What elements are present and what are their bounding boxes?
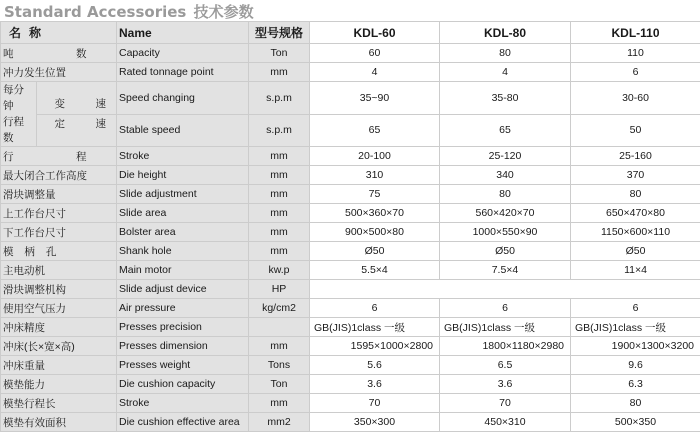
row-label-en: Stroke (117, 147, 249, 166)
row-value: 30-60 (571, 82, 700, 115)
row-value: 50 (571, 114, 700, 147)
row-label-en: Die cushion effective area (117, 413, 249, 432)
row-value: 900×500×80 (310, 223, 440, 242)
row-value: 6 (310, 299, 440, 318)
row-value: 80 (571, 394, 700, 413)
row-value: GB(JIS)1class 一级 (440, 318, 571, 337)
row-label-en: Presses weight (117, 356, 249, 375)
table-row (1, 394, 700, 413)
row-label-en: Capacity (117, 44, 249, 63)
row-unit: mm (249, 63, 310, 82)
table-row (1, 44, 700, 63)
row-unit: mm (249, 394, 310, 413)
row-value: GB(JIS)1class 一级 (571, 318, 700, 337)
row-unit: mm (249, 223, 310, 242)
row-value-empty (310, 280, 700, 299)
table-row (1, 63, 700, 82)
group-label (1, 82, 36, 146)
row-value: 4 (310, 63, 440, 82)
row-label-en: Die cushion capacity (117, 375, 249, 394)
row-value: 5.5×4 (310, 261, 440, 280)
row-label-en: Die height (117, 166, 249, 185)
row-value: GB(JIS)1class 一级 (310, 318, 440, 337)
row-label-zh: 模垫行程长 (1, 394, 117, 413)
row-label-en: Rated tonnage point (117, 63, 249, 82)
row-value: 370 (571, 166, 700, 185)
row-label-en: Slide adjust device (117, 280, 249, 299)
row-value: 75 (310, 185, 440, 204)
header-model: KDL-110 (571, 22, 700, 44)
row-unit: kg/cm2 (249, 299, 310, 318)
table-row (1, 82, 700, 115)
row-value: 70 (440, 394, 571, 413)
row-label-zh: 吨 数 (1, 44, 117, 63)
row-unit: mm (249, 242, 310, 261)
row-label-zh: 模 柄 孔 (1, 242, 117, 261)
row-unit: mm (249, 204, 310, 223)
row-value: 6.5 (440, 356, 571, 375)
row-unit: kw.p (249, 261, 310, 280)
row-value: 6.3 (571, 375, 700, 394)
row-unit: s.p.m (249, 82, 310, 115)
title-chinese: 技术参数 (194, 3, 254, 21)
row-label-en: Stable speed (117, 114, 249, 147)
row-value: 310 (310, 166, 440, 185)
row-label-en: Stroke (117, 394, 249, 413)
row-label-en: Shank hole (117, 242, 249, 261)
row-value: 80 (440, 44, 571, 63)
table-header-row (1, 22, 700, 44)
row-label-zh: 上工作台尺寸 (1, 204, 117, 223)
row-unit: Tons (249, 356, 310, 375)
row-label-en: Speed changing (117, 82, 249, 115)
row-unit: mm (249, 147, 310, 166)
row-label-en: Presses dimension (117, 337, 249, 356)
table-row (1, 413, 700, 432)
row-label-zh: 使用空气压力 (1, 299, 117, 318)
table-row (1, 185, 700, 204)
row-value: 1800×1180×2980 (440, 337, 571, 356)
table-row (1, 147, 700, 166)
row-value: 80 (440, 185, 571, 204)
table-row (1, 337, 700, 356)
table-row (1, 280, 700, 299)
row-value: 1900×1300×3200 (571, 337, 700, 356)
row-value: Ø50 (440, 242, 571, 261)
row-value: 7.5×4 (440, 261, 571, 280)
row-value: 3.6 (310, 375, 440, 394)
row-unit: mm (249, 166, 310, 185)
row-label-zh: 行 程 (1, 147, 117, 166)
spec-table (0, 21, 700, 432)
row-label-en: Presses precision (117, 318, 249, 337)
row-label-zh: 滑块调整量 (1, 185, 117, 204)
row-label-zh: 冲力发生位置 (1, 63, 117, 82)
page-title (4, 1, 254, 21)
row-unit: Ton (249, 375, 310, 394)
header-model: KDL-80 (440, 22, 571, 44)
row-unit: mm (249, 337, 310, 356)
table-row (1, 261, 700, 280)
row-unit: Ton (249, 44, 310, 63)
table-row (1, 318, 700, 337)
row-value: 25-120 (440, 147, 571, 166)
row-label-en: Main motor (117, 261, 249, 280)
group-label-line2: 行程数 (3, 114, 34, 146)
row-value: 110 (571, 44, 700, 63)
table-row (1, 299, 700, 318)
row-value: 350×300 (310, 413, 440, 432)
table-row (1, 356, 700, 375)
row-value: 6 (440, 299, 571, 318)
row-value: 3.6 (440, 375, 571, 394)
sub-label-stable-speed: 定 速 (37, 115, 117, 134)
title-english: Standard Accessories (4, 3, 186, 21)
row-unit: mm2 (249, 413, 310, 432)
table-row (1, 223, 700, 242)
row-value: 35-80 (440, 82, 571, 115)
row-value: 1150×600×110 (571, 223, 700, 242)
sub-label-speed-changing: 变 速 (37, 95, 117, 115)
table-row (1, 166, 700, 185)
row-value: Ø50 (310, 242, 440, 261)
row-label-zh: 主电动机 (1, 261, 117, 280)
row-value: 65 (310, 114, 440, 147)
row-label-zh: 滑块调整机构 (1, 280, 117, 299)
row-value: 35~90 (310, 82, 440, 115)
row-value: 500×360×70 (310, 204, 440, 223)
row-value: 560×420×70 (440, 204, 571, 223)
row-value: 80 (571, 185, 700, 204)
table-row (1, 204, 700, 223)
row-label-zh: 模垫有效面积 (1, 413, 117, 432)
row-label-zh: 下工作台尺寸 (1, 223, 117, 242)
row-label-zh: 冲床精度 (1, 318, 117, 337)
row-value: 5.6 (310, 356, 440, 375)
row-label-en: Slide area (117, 204, 249, 223)
row-value: 25-160 (571, 147, 700, 166)
row-value: 4 (440, 63, 571, 82)
row-label-zh: 最大闭合工作高度 (1, 166, 117, 185)
header-name-zh: 名称 (1, 22, 117, 44)
row-label-en: Air pressure (117, 299, 249, 318)
row-value: 650×470×80 (571, 204, 700, 223)
row-value: 65 (440, 114, 571, 147)
row-value: 9.6 (571, 356, 700, 375)
row-value: 20-100 (310, 147, 440, 166)
row-value: 340 (440, 166, 571, 185)
row-value: 6 (571, 63, 700, 82)
row-label-zh: 冲床(长×宽×高) (1, 337, 117, 356)
row-unit: HP (249, 280, 310, 299)
row-unit: s.p.m (249, 114, 310, 147)
row-label-en: Bolster area (117, 223, 249, 242)
group-label-line1: 每分钟 (3, 82, 34, 114)
row-value: 60 (310, 44, 440, 63)
table-row (1, 242, 700, 261)
row-label-en: Slide adjustment (117, 185, 249, 204)
row-label-zh: 模垫能力 (1, 375, 117, 394)
group-sub (36, 82, 116, 146)
row-value: 1595×1000×2800 (310, 337, 440, 356)
row-value: 450×310 (440, 413, 571, 432)
header-unit: 型号规格 (249, 22, 310, 44)
group-inner (1, 82, 116, 146)
row-value: Ø50 (571, 242, 700, 261)
row-value: 11×4 (571, 261, 700, 280)
row-label-zh: 冲床重量 (1, 356, 117, 375)
row-unit: mm (249, 185, 310, 204)
group-cell (1, 82, 117, 147)
row-value: 500×350 (571, 413, 700, 432)
table-row (1, 375, 700, 394)
row-value: 1000×550×90 (440, 223, 571, 242)
row-unit (249, 318, 310, 337)
row-value: 6 (571, 299, 700, 318)
header-model: KDL-60 (310, 22, 440, 44)
header-name-en: Name (117, 22, 249, 44)
row-value: 70 (310, 394, 440, 413)
